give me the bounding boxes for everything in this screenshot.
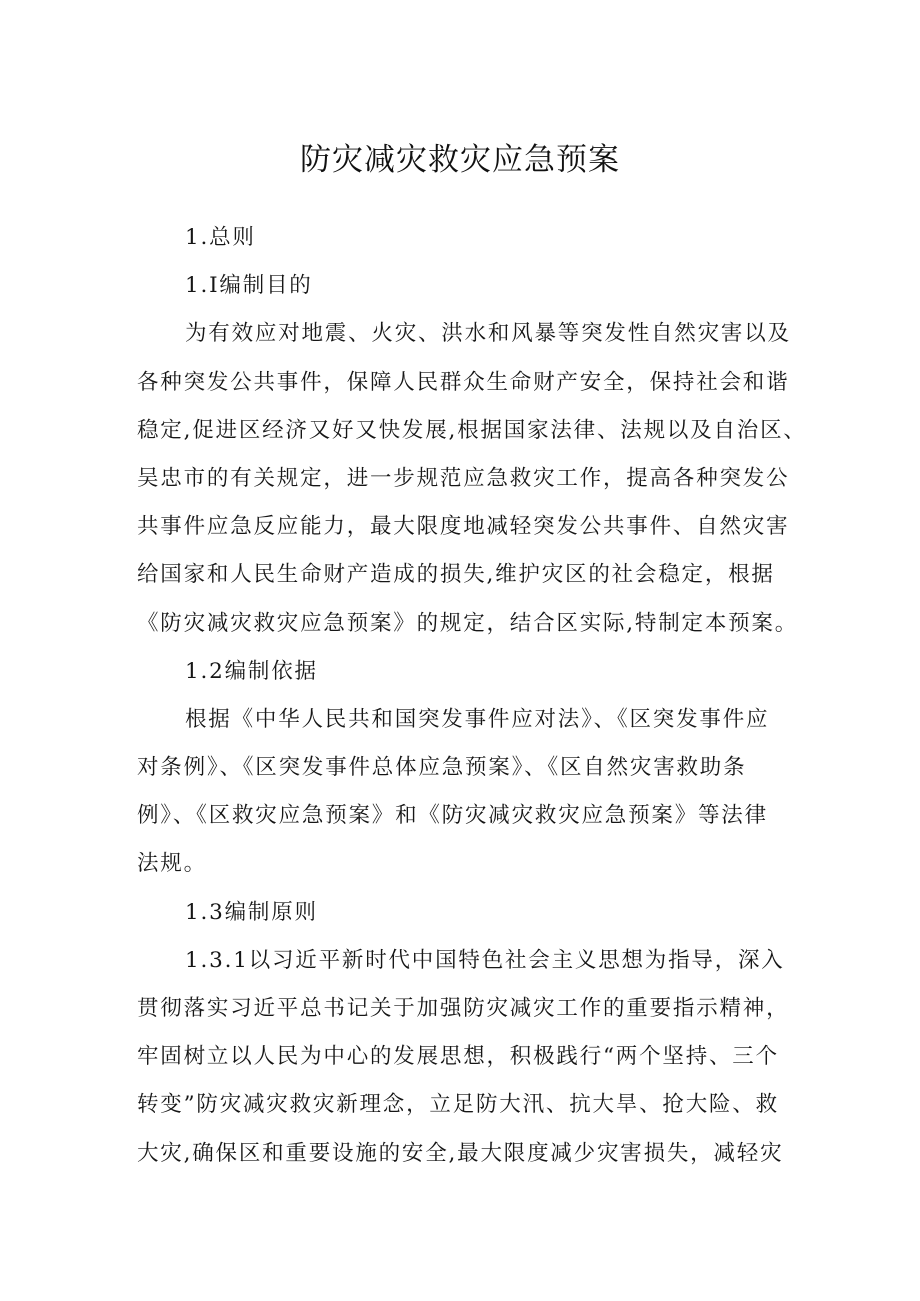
text-line: 例》、《区救灾应急预案》和《防灾减灾救灾应急预案》等法律: [137, 803, 768, 829]
text-line: 为有效应对地震、火灾、洪水和风暴等突发性自然灾害以及: [185, 321, 791, 347]
text-line: 给国家和人民生命财产造成的损失,维护灾区的社会稳定，根据: [137, 562, 775, 588]
text-line: 转变”防灾减灾救灾新理念，立足防大汛、抗大旱、抢大险、救: [137, 1092, 779, 1118]
text-line: 1.2编制依据: [185, 658, 318, 684]
text-line: 吴忠市的有关规定，进一步规范应急救灾工作，提高各种突发公: [137, 465, 790, 491]
text-line: 共事件应急反应能力，最大限度地减轻突发公共事件、自然灾害: [137, 514, 790, 540]
text-line: 各种突发公共事件，保障人民群众生命财产安全，保持社会和谐: [137, 369, 790, 395]
text-line: 《防灾减灾救灾应急预案》的规定，结合区实际,特制定本预案。: [137, 610, 799, 636]
text-line: 1.总则: [185, 225, 256, 250]
page-title: 防灾减灾救灾应急预案: [300, 142, 620, 178]
text-line: 贯彻落实习近平总书记关于加强防灾减灾工作的重要指示精神，: [137, 996, 790, 1021]
text-line: 1.I编制目的: [185, 273, 313, 299]
text-line: 1.3编制原则: [185, 899, 318, 925]
text-line: 稳定,促进区经济又好又快发展,根据国家法律、法规以及自治区、: [137, 417, 807, 443]
text-line: 对条例》、《区突发事件总体应急预案》、《区自然灾害救助条: [137, 755, 747, 781]
text-line: 根据《中华人民共和国突发事件应对法》、《区突发事件应: [185, 706, 770, 732]
text-line: 大灾,确保区和重要设施的安全,最大限度减少灾害损失，减轻灾: [137, 1140, 784, 1166]
document-body: [137, 214, 807, 1178]
text-line: 1.3.1以习近平新时代中国特色社会主义思想为指导，深入: [185, 947, 785, 973]
text-line: 法规。: [137, 851, 207, 877]
text-line: 牢固树立以人民为中心的发展思想，积极践行“两个坚持、三个: [137, 1044, 779, 1070]
